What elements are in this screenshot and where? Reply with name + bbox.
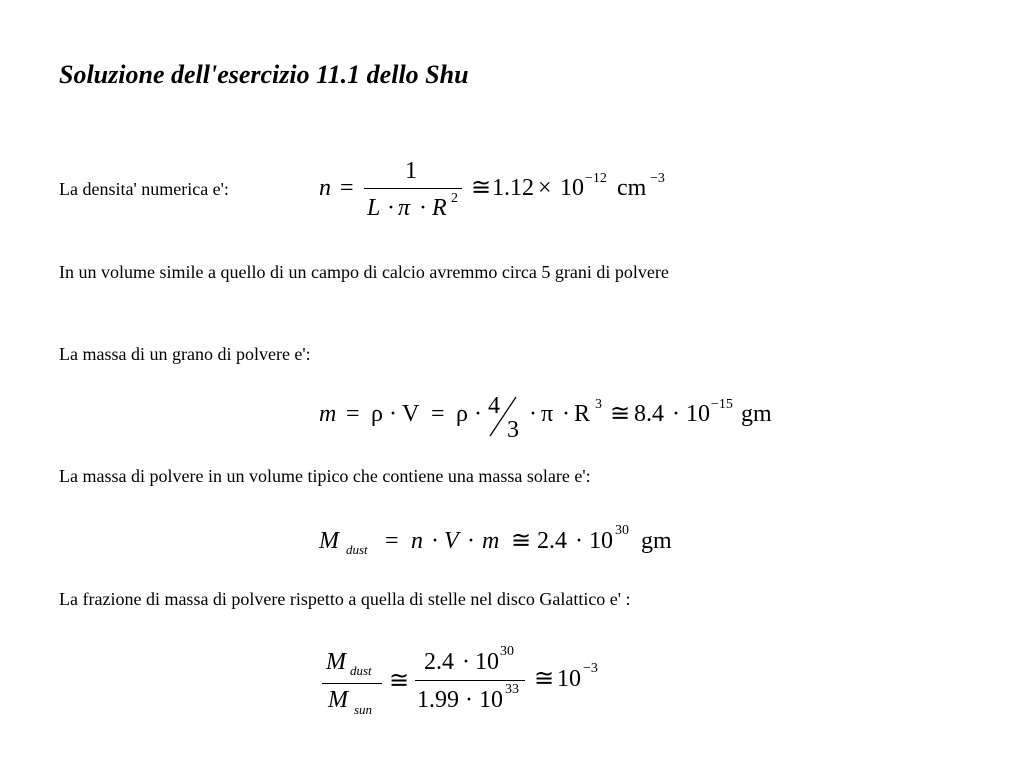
eq2-rho2: ρ [456,401,468,427]
eq2-m: m [319,401,337,427]
eq2-mantissa: 8.4 [634,401,664,427]
fraction-label: La frazione di massa di polvere rispetto a quella di stelle nel disco Galattico e' : [59,589,631,609]
eq3-equals: = [385,528,399,554]
eq2-rho1: ρ [371,401,383,427]
eq1-den-R: R [432,195,447,221]
eq4-result-ten: 10 [557,666,581,692]
eq1-ten-exponent: −12 [585,171,607,186]
eq3-M-subscript: dust [346,542,368,557]
eq2-equals1: = [346,401,360,427]
eq3-dot2: · [467,528,475,554]
eq3-m: m [482,528,500,554]
eq4-approx2: ≅ [534,666,555,692]
eq3-ten-exponent: 30 [615,523,629,538]
eq2-dot4: · [562,401,570,427]
eq2-R-exponent: 3 [595,397,602,412]
eq2-dot5: · [672,401,680,427]
eq2-ten: 10 [686,401,710,427]
eq2-unit: gm [741,401,772,427]
eq4-num2-exponent: 30 [500,644,514,659]
eq1-mantissa: 1.12 [492,175,534,201]
eq3-M: M [319,528,339,554]
eq3-n: n [411,528,423,554]
eq1-times: × [538,175,552,201]
page-title: Soluzione dell'esercizio 11.1 dello Shu [59,60,469,89]
eq3-ten: 10 [589,528,613,554]
eq3-approx: ≅ [511,528,532,554]
eq2-R: R [574,401,591,427]
eq4-num2-dot: · [462,649,470,675]
eq4-den2-ten: 10 [479,687,503,713]
eq2-frac-denominator: 3 [507,417,519,443]
eq1-unit: cm [617,175,647,201]
eq4-den2-exponent: 33 [505,682,519,697]
eq4-num2-mantissa: 2.4 [424,649,454,675]
eq4-fraction-bar-right [415,680,525,681]
eq1-den-pi: π [398,195,411,221]
eq1-ten: 10 [560,175,584,201]
eq4-den-subscript: sun [354,702,373,717]
dust-mass-label: La massa di polvere in un volume tipico che contiene una massa solare e': [59,466,591,486]
eq1-approx: ≅ [471,175,492,201]
eq2-dot1: · [389,401,397,427]
eq3-unit: gm [641,528,672,554]
eq2-dot2: · [474,401,482,427]
eq4-num-M: M [326,649,346,675]
eq1-den-dot1: · [387,195,395,221]
eq2-V: V [402,401,420,427]
eq4-num2-ten: 10 [475,649,499,675]
eq1-den-dot2: · [419,195,427,221]
eq2-dot3: · [529,401,537,427]
eq4-den2-dot: · [465,687,473,713]
eq2-frac-numerator: 4 [488,393,500,419]
eq4-result-exponent: −3 [583,661,598,676]
density-label: La densita' numerica e': [59,179,229,199]
eq2-approx: ≅ [610,401,631,427]
eq3-V: V [444,528,459,554]
eq2-equals2: = [431,401,445,427]
eq1-den-L: L [367,195,381,221]
eq1-n: n [319,175,331,201]
eq3-dot3: · [575,528,583,554]
eq3-dot1: · [431,528,439,554]
eq4-den-M: M [328,687,348,713]
eq2-pi: π [541,401,554,427]
eq3-mantissa: 2.4 [537,528,567,554]
grain-mass-label: La massa di un grano di polvere e': [59,344,311,364]
eq1-equals: = [340,175,354,201]
eq1-unit-exponent: −3 [650,171,665,186]
eq1-numerator: 1 [405,158,417,184]
eq4-fraction-bar-left [322,683,382,684]
eq4-den2-mantissa: 1.99 [417,687,459,713]
eq4-num-subscript: dust [350,663,372,678]
eq4-approx1: ≅ [389,668,410,694]
eq1-den-R-exponent: 2 [451,191,458,206]
volume-sentence: In un volume simile a quello di un campo di calcio avremmo circa 5 grani di polvere [59,262,669,282]
eq2-ten-exponent: −15 [711,397,733,412]
